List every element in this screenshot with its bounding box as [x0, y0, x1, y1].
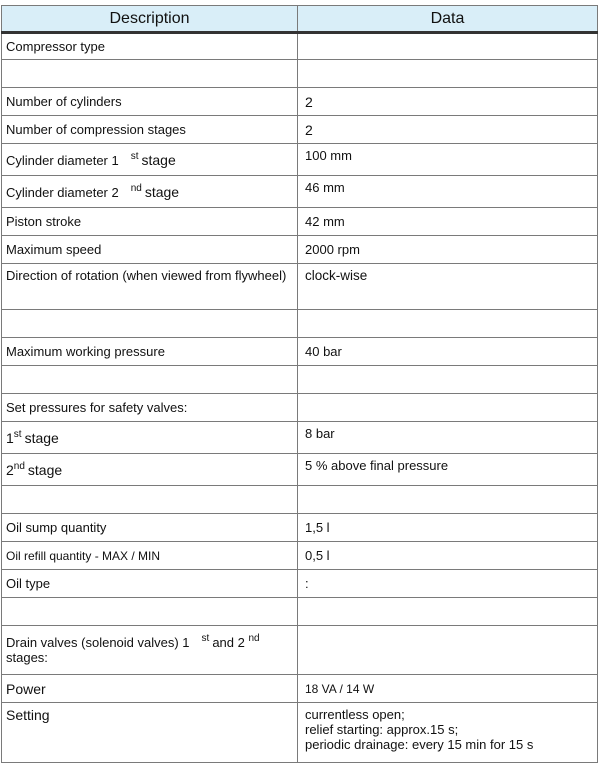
row-value: 100 mm — [298, 144, 598, 176]
row-value: 1,5 l — [298, 514, 598, 542]
row-label: Oil refill quantity - MAX / MIN — [2, 542, 298, 570]
row-label: 2nd stage — [2, 454, 298, 486]
row-value: : — [298, 570, 598, 598]
row-label: Piston stroke — [2, 208, 298, 236]
table-row — [2, 116, 598, 144]
row-label: Compressor type — [2, 33, 298, 60]
table-row — [2, 264, 598, 310]
row-value: clock-wise — [298, 264, 598, 310]
row-label: Cylinder diameter 2 $^{nd}$ stage — [2, 176, 298, 208]
table-row — [2, 422, 598, 454]
table-row — [2, 542, 598, 570]
table-row — [2, 236, 598, 264]
row-value — [298, 33, 598, 60]
table-row — [2, 208, 598, 236]
table-row — [2, 626, 598, 675]
header-description: Description — [2, 6, 298, 33]
row-label: Power — [2, 675, 298, 703]
row-value: 2000 rpm — [298, 236, 598, 264]
table-row — [2, 570, 598, 598]
spec-table — [1, 5, 598, 763]
empty-row — [2, 60, 598, 88]
header-row — [2, 6, 598, 33]
row-value: 42 mm — [298, 208, 598, 236]
row-label: Setting — [2, 703, 298, 763]
row-value: 8 bar — [298, 422, 598, 454]
empty-row — [2, 310, 598, 338]
empty-row — [2, 598, 598, 626]
row-label: Direction of rotation (when viewed from flywheel) — [2, 264, 298, 310]
table-row — [2, 514, 598, 542]
row-label: Oil sump quantity — [2, 514, 298, 542]
row-label: Maximum working pressure — [2, 338, 298, 366]
table-row — [2, 454, 598, 486]
row-label: Number of cylinders — [2, 88, 298, 116]
row-value: 2 — [298, 88, 598, 116]
table-row — [2, 33, 598, 60]
empty-row — [2, 486, 598, 514]
setting-line: periodic drainage: every 15 min for 15 s — [305, 737, 534, 752]
row-label: Drain valves (solenoid valves) 1 $^{st}$ and 2 $^{nd}$ stages: — [2, 626, 298, 675]
row-value: 2 — [298, 116, 598, 144]
row-label: Number of compression stages — [2, 116, 298, 144]
header-data: Data — [298, 6, 598, 33]
table-row — [2, 144, 598, 176]
row-value — [298, 394, 598, 422]
table-row — [2, 675, 598, 703]
row-value: 0,5 l — [298, 542, 598, 570]
row-value: 18 VA / 14 W — [298, 675, 598, 703]
table-row — [2, 176, 598, 208]
table-row — [2, 338, 598, 366]
row-value: 5 % above final pressure — [298, 454, 598, 486]
row-value: 46 mm — [298, 176, 598, 208]
table-row — [2, 703, 598, 763]
setting-line: currentless open; — [305, 707, 405, 722]
row-value — [298, 703, 598, 763]
row-label: Maximum speed — [2, 236, 298, 264]
setting-line: relief starting: approx.15 s; — [305, 722, 459, 737]
row-label: Oil type — [2, 570, 298, 598]
row-label: Cylinder diameter 1 $^{st}$ stage — [2, 144, 298, 176]
table-row — [2, 394, 598, 422]
empty-row — [2, 366, 598, 394]
row-label: Set pressures for safety valves: — [2, 394, 298, 422]
row-value: 40 bar — [298, 338, 598, 366]
row-value — [298, 626, 598, 675]
row-label: 1st stage — [2, 422, 298, 454]
table-row — [2, 88, 598, 116]
